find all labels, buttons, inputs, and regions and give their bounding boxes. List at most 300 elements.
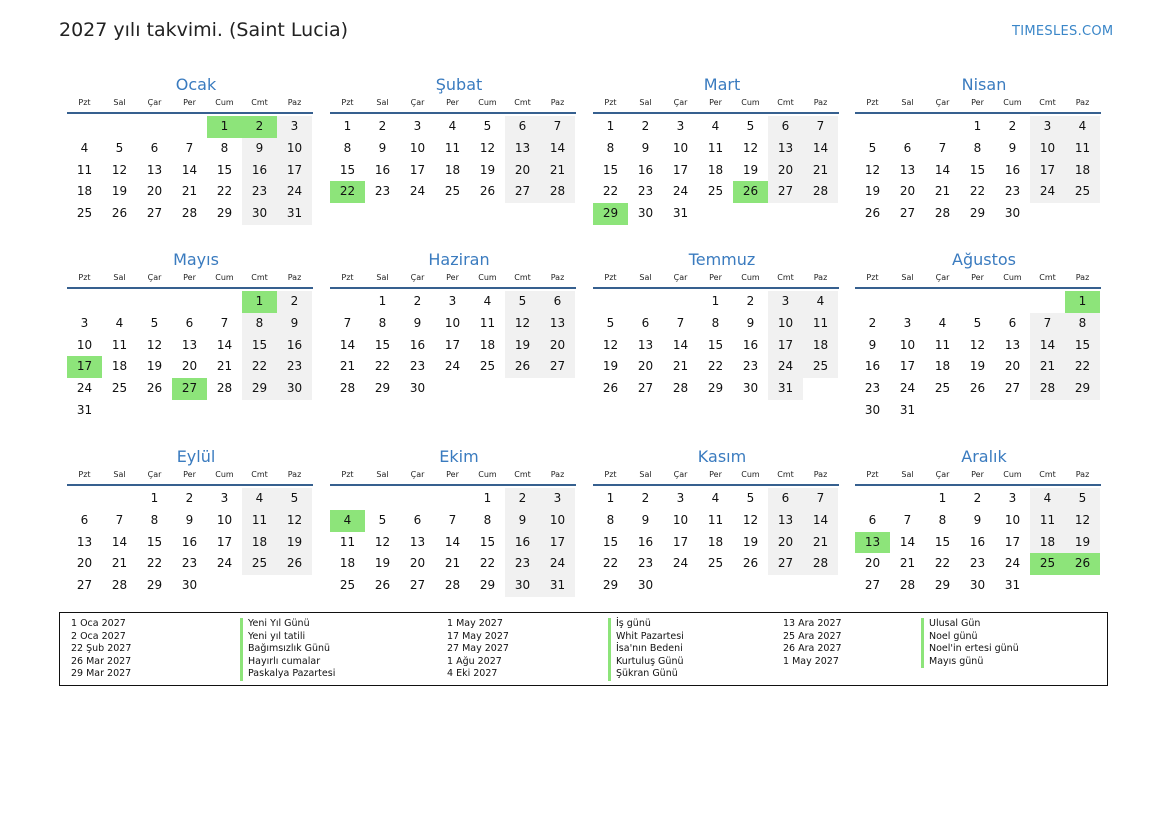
day-cell: 22: [479, 556, 496, 571]
day-cell: 18: [707, 162, 724, 177]
day-cell: 6: [768, 488, 803, 510]
day-cell: 21: [1030, 356, 1065, 378]
day-cell: 24: [672, 184, 689, 199]
day-cell: 27: [768, 553, 803, 575]
day-cell: 27: [768, 181, 803, 203]
month-calendar: [67, 446, 313, 597]
day-cell: 15: [339, 162, 356, 177]
day-cell: 19: [479, 162, 496, 177]
day-grid: [593, 488, 838, 597]
weekday-label: Per: [446, 273, 459, 282]
day-cell: 7: [803, 488, 838, 510]
day-cell: 15: [216, 162, 233, 177]
legend-date: 27 May 2027: [447, 643, 509, 655]
day-cell: 29: [1065, 378, 1100, 400]
day-cell: 13: [146, 162, 163, 177]
day-cell: 28: [899, 578, 916, 593]
day-cell: 17: [540, 532, 575, 554]
weekday-label: Cum: [741, 98, 760, 107]
weekday-label: Çar: [673, 273, 688, 282]
day-cell: 19: [602, 359, 619, 374]
day-cell: 28: [1030, 378, 1065, 400]
weekday-label: Paz: [1075, 273, 1090, 282]
day-cell: 31: [277, 203, 312, 225]
day-cell: 24: [444, 359, 461, 374]
day-cell: 16: [277, 335, 312, 357]
holiday-day-cell: 1: [207, 116, 242, 138]
day-cell: 31: [899, 402, 916, 417]
weekday-label: Per: [183, 273, 196, 282]
day-cell: 4: [80, 140, 89, 155]
day-cell: 26: [742, 556, 759, 571]
day-cell: 9: [277, 313, 312, 335]
day-cell: 2: [868, 315, 877, 330]
day-cell: 1: [973, 119, 982, 133]
day-cell: 13: [505, 138, 540, 160]
weekday-label: Cum: [215, 98, 234, 107]
day-cell: 9: [746, 315, 755, 330]
day-cell: 4: [115, 315, 124, 330]
day-grid: [67, 291, 312, 422]
day-cell: 23: [637, 184, 654, 199]
day-cell: 7: [448, 512, 457, 527]
day-cell: 4: [448, 119, 457, 133]
legend-holiday-name: Mayıs günü: [921, 656, 1019, 669]
day-grid: [67, 116, 312, 225]
month-title: Ekim: [439, 447, 479, 466]
day-cell: 14: [540, 138, 575, 160]
day-cell: 25: [707, 184, 724, 199]
day-cell: 2: [378, 119, 387, 133]
day-cell: 3: [768, 291, 803, 313]
weekday-label: Sal: [639, 98, 652, 107]
day-cell: 4: [1065, 116, 1100, 138]
day-cell: 7: [540, 116, 575, 138]
day-cell: 2: [1008, 119, 1017, 133]
legend-holiday-name: Şükran Günü: [608, 668, 684, 681]
day-cell: 4: [1030, 488, 1065, 510]
empty-cell: [1030, 291, 1065, 313]
day-cell: 27: [540, 356, 575, 378]
legend-holiday-name: Paskalya Pazartesi: [240, 668, 335, 681]
day-cell: 22: [1065, 356, 1100, 378]
day-cell: 1: [343, 119, 352, 133]
day-cell: 29: [602, 578, 619, 593]
empty-cell: [330, 488, 365, 510]
day-cell: 16: [181, 534, 198, 549]
day-cell: 29: [374, 381, 391, 396]
day-cell: 8: [343, 140, 352, 155]
day-cell: 2: [413, 294, 422, 308]
day-cell: 24: [672, 556, 689, 571]
day-cell: 19: [969, 359, 986, 374]
day-cell: 17: [409, 162, 426, 177]
legend-date: 1 Ağu 2027: [447, 655, 502, 667]
legend-holiday-name: Hayırlı cumalar: [240, 656, 335, 669]
month-title: Mart: [703, 75, 741, 94]
day-cell: 21: [339, 359, 356, 374]
weekday-label: Per: [971, 98, 984, 107]
month-calendar: [855, 74, 1101, 225]
month-calendar: [330, 74, 576, 203]
weekday-label: Cmt: [514, 470, 531, 479]
day-cell: 5: [746, 491, 755, 505]
day-cell: 23: [505, 553, 540, 575]
holiday-day-cell: 1: [242, 291, 277, 313]
day-cell: 19: [742, 534, 759, 549]
month-title: Ağustos: [952, 250, 1016, 269]
empty-cell: [137, 291, 172, 313]
legend-date: 25 Ara 2027: [783, 630, 842, 642]
day-cell: 24: [76, 381, 93, 396]
day-cell: 28: [803, 553, 838, 575]
legend-date: 29 Mar 2027: [71, 668, 132, 680]
day-grid: [330, 291, 575, 400]
day-cell: 6: [505, 116, 540, 138]
day-cell: 22: [374, 359, 391, 374]
weekday-label: Cum: [478, 470, 497, 479]
legend-holiday-name: İş günü: [608, 618, 684, 631]
day-cell: 24: [1030, 181, 1065, 203]
day-cell: 12: [742, 140, 759, 155]
holiday-day-cell: 25: [1030, 553, 1065, 575]
day-cell: 10: [1030, 138, 1065, 160]
day-cell: 16: [409, 337, 426, 352]
day-cell: 27: [1004, 381, 1021, 396]
weekday-header: [855, 96, 1101, 114]
day-cell: 23: [181, 556, 198, 571]
legend-holiday-name: Kurtuluş Günü: [608, 656, 684, 669]
legend-date: 4 Eki 2027: [447, 668, 498, 680]
day-cell: 28: [672, 381, 689, 396]
empty-cell: [995, 291, 1030, 313]
legend-holiday-name: Noel'in ertesi günü: [921, 643, 1019, 656]
weekday-label: Pzt: [604, 273, 617, 282]
day-cell: 19: [864, 184, 881, 199]
day-cell: 12: [864, 162, 881, 177]
day-cell: 25: [1065, 181, 1100, 203]
day-cell: 12: [505, 313, 540, 335]
empty-cell: [890, 291, 925, 313]
day-cell: 23: [242, 181, 277, 203]
day-cell: 20: [864, 556, 881, 571]
day-cell: 6: [80, 512, 89, 527]
day-cell: 18: [1030, 532, 1065, 554]
weekday-label: Pzt: [341, 98, 354, 107]
day-cell: 8: [606, 512, 615, 527]
day-cell: 23: [409, 359, 426, 374]
day-cell: 15: [479, 534, 496, 549]
weekday-label: Sal: [113, 98, 126, 107]
weekday-header: [855, 271, 1101, 289]
weekday-label: Paz: [287, 98, 302, 107]
weekday-label: Cmt: [251, 470, 268, 479]
day-cell: 10: [444, 315, 461, 330]
weekday-header: [330, 271, 576, 289]
day-cell: 13: [899, 162, 916, 177]
empty-cell: [172, 291, 207, 313]
empty-cell: [435, 488, 470, 510]
brand-link[interactable]: TIMESLES.COM: [1012, 24, 1114, 39]
day-cell: 12: [969, 337, 986, 352]
day-cell: 27: [146, 206, 163, 221]
day-cell: 3: [676, 491, 685, 505]
day-cell: 11: [934, 337, 951, 352]
day-cell: 27: [637, 381, 654, 396]
day-cell: 13: [768, 138, 803, 160]
day-cell: 29: [969, 206, 986, 221]
day-cell: 22: [707, 359, 724, 374]
day-cell: 25: [707, 556, 724, 571]
weekday-label: Cum: [1003, 470, 1022, 479]
weekday-label: Sal: [376, 470, 389, 479]
day-cell: 28: [444, 578, 461, 593]
weekday-label: Paz: [813, 273, 828, 282]
day-cell: 20: [540, 335, 575, 357]
day-cell: 20: [409, 556, 426, 571]
weekday-label: Per: [709, 470, 722, 479]
day-cell: 3: [80, 315, 89, 330]
day-cell: 24: [768, 356, 803, 378]
day-cell: 18: [934, 359, 951, 374]
day-cell: 18: [479, 337, 496, 352]
day-grid: [330, 116, 575, 203]
day-cell: 31: [76, 402, 93, 417]
day-cell: 15: [969, 162, 986, 177]
day-cell: 3: [1008, 491, 1017, 505]
day-cell: 7: [185, 140, 194, 155]
day-cell: 1: [483, 491, 492, 505]
empty-cell: [67, 291, 102, 313]
legend-names-col-3: [921, 618, 1019, 668]
day-cell: 22: [602, 556, 619, 571]
day-cell: 11: [444, 140, 461, 155]
day-cell: 14: [899, 534, 916, 549]
day-cell: 14: [934, 162, 951, 177]
legend-date: 1 Oca 2027: [71, 618, 126, 629]
day-cell: 16: [1004, 162, 1021, 177]
day-cell: 17: [672, 534, 689, 549]
day-cell: 20: [1004, 359, 1021, 374]
weekday-label: Sal: [113, 470, 126, 479]
day-cell: 27: [864, 578, 881, 593]
day-cell: 18: [339, 556, 356, 571]
empty-cell: [400, 488, 435, 510]
day-cell: 26: [277, 553, 312, 575]
day-grid: [855, 488, 1100, 597]
empty-cell: [663, 291, 698, 313]
month-calendar: [67, 249, 313, 422]
month-title: Nisan: [961, 75, 1007, 94]
empty-cell: [960, 291, 995, 313]
empty-cell: [102, 116, 137, 138]
weekday-label: Çar: [147, 273, 162, 282]
day-cell: 10: [277, 138, 312, 160]
day-cell: 5: [868, 140, 877, 155]
day-cell: 20: [637, 359, 654, 374]
legend-names-col-2: [608, 618, 684, 681]
day-cell: 30: [181, 578, 198, 593]
month-calendar: [593, 74, 839, 225]
day-cell: 17: [1004, 534, 1021, 549]
weekday-label: Sal: [639, 470, 652, 479]
month-title: Eylül: [176, 447, 216, 466]
weekday-header: [593, 468, 839, 486]
day-cell: 25: [803, 356, 838, 378]
empty-cell: [67, 488, 102, 510]
weekday-label: Sal: [376, 273, 389, 282]
day-cell: 8: [1065, 313, 1100, 335]
day-cell: 31: [540, 575, 575, 597]
weekday-label: Çar: [147, 470, 162, 479]
legend-names-col-1: [240, 618, 335, 681]
day-cell: 3: [448, 294, 457, 308]
day-cell: 9: [641, 140, 650, 155]
day-cell: 7: [115, 512, 124, 527]
day-cell: 15: [146, 534, 163, 549]
month-title: Kasım: [697, 447, 747, 466]
day-grid: [593, 291, 838, 400]
weekday-label: Cmt: [777, 470, 794, 479]
day-cell: 19: [505, 335, 540, 357]
weekday-label: Cum: [741, 470, 760, 479]
day-cell: 7: [676, 315, 685, 330]
day-cell: 26: [146, 381, 163, 396]
weekday-label: Çar: [935, 273, 950, 282]
day-grid: [855, 116, 1100, 225]
day-cell: 25: [934, 381, 951, 396]
empty-cell: [925, 291, 960, 313]
weekday-label: Cmt: [251, 273, 268, 282]
day-cell: 19: [742, 162, 759, 177]
weekday-label: Cmt: [514, 98, 531, 107]
day-cell: 8: [150, 512, 159, 527]
day-cell: 13: [768, 510, 803, 532]
weekday-label: Pzt: [866, 273, 879, 282]
day-cell: 28: [216, 381, 233, 396]
weekday-label: Sal: [639, 273, 652, 282]
day-cell: 1: [711, 294, 720, 308]
holiday-legend: [59, 612, 1108, 686]
weekday-label: Per: [709, 98, 722, 107]
month-title: Haziran: [428, 250, 490, 269]
day-cell: 5: [606, 315, 615, 330]
day-cell: 17: [277, 160, 312, 182]
day-cell: 28: [111, 578, 128, 593]
legend-holiday-name: İsa'nın Bedeni: [608, 643, 684, 656]
day-cell: 30: [637, 578, 654, 593]
day-cell: 12: [742, 512, 759, 527]
day-cell: 31: [672, 206, 689, 221]
weekday-label: Çar: [673, 470, 688, 479]
day-cell: 6: [413, 512, 422, 527]
day-cell: 16: [374, 162, 391, 177]
weekday-label: Pzt: [78, 98, 91, 107]
day-cell: 11: [707, 512, 724, 527]
day-cell: 16: [637, 162, 654, 177]
day-cell: 4: [711, 119, 720, 133]
day-grid: [330, 488, 575, 597]
day-cell: 5: [277, 488, 312, 510]
holiday-day-cell: 27: [172, 378, 207, 400]
day-cell: 26: [479, 184, 496, 199]
day-cell: 8: [711, 315, 720, 330]
empty-cell: [102, 488, 137, 510]
holiday-day-cell: 29: [593, 203, 628, 225]
day-cell: 18: [1065, 160, 1100, 182]
day-cell: 13: [409, 534, 426, 549]
day-cell: 8: [242, 313, 277, 335]
day-cell: 7: [220, 315, 229, 330]
day-grid: [855, 291, 1100, 422]
weekday-label: Per: [971, 273, 984, 282]
day-cell: 27: [899, 206, 916, 221]
day-cell: 23: [969, 556, 986, 571]
weekday-label: Cum: [215, 470, 234, 479]
month-calendar: [330, 249, 576, 400]
weekday-header: [593, 96, 839, 114]
day-cell: 9: [641, 512, 650, 527]
day-cell: 6: [768, 116, 803, 138]
day-cell: 17: [1030, 160, 1065, 182]
day-cell: 1: [150, 491, 159, 505]
empty-cell: [855, 291, 890, 313]
day-cell: 20: [505, 160, 540, 182]
day-cell: 21: [672, 359, 689, 374]
month-calendar: [593, 249, 839, 400]
empty-cell: [365, 488, 400, 510]
day-cell: 7: [903, 512, 912, 527]
day-cell: 16: [969, 534, 986, 549]
day-cell: 26: [969, 381, 986, 396]
weekday-label: Paz: [550, 273, 565, 282]
day-cell: 7: [1030, 313, 1065, 335]
weekday-label: Pzt: [604, 98, 617, 107]
day-cell: 9: [868, 337, 877, 352]
weekday-label: Pzt: [866, 470, 879, 479]
day-cell: 16: [864, 359, 881, 374]
day-cell: 24: [899, 381, 916, 396]
weekday-label: Cmt: [1039, 273, 1056, 282]
day-cell: 19: [374, 556, 391, 571]
day-cell: 30: [409, 381, 426, 396]
day-cell: 20: [768, 160, 803, 182]
day-cell: 5: [1065, 488, 1100, 510]
holiday-day-cell: 26: [1065, 553, 1100, 575]
day-cell: 9: [505, 510, 540, 532]
month-title: Ocak: [175, 75, 217, 94]
empty-cell: [207, 291, 242, 313]
day-cell: 19: [277, 532, 312, 554]
day-cell: 30: [1004, 206, 1021, 221]
holiday-day-cell: 4: [330, 510, 365, 532]
weekday-header: [67, 271, 313, 289]
day-cell: 25: [479, 359, 496, 374]
holiday-day-cell: 2: [242, 116, 277, 138]
day-cell: 15: [707, 337, 724, 352]
day-cell: 3: [676, 119, 685, 133]
day-cell: 16: [637, 534, 654, 549]
weekday-label: Pzt: [866, 98, 879, 107]
day-cell: 14: [216, 337, 233, 352]
day-cell: 3: [1030, 116, 1065, 138]
day-cell: 3: [220, 491, 229, 505]
day-cell: 2: [505, 488, 540, 510]
day-cell: 21: [216, 359, 233, 374]
empty-cell: [137, 116, 172, 138]
weekday-label: Sal: [113, 273, 126, 282]
day-cell: 11: [707, 140, 724, 155]
